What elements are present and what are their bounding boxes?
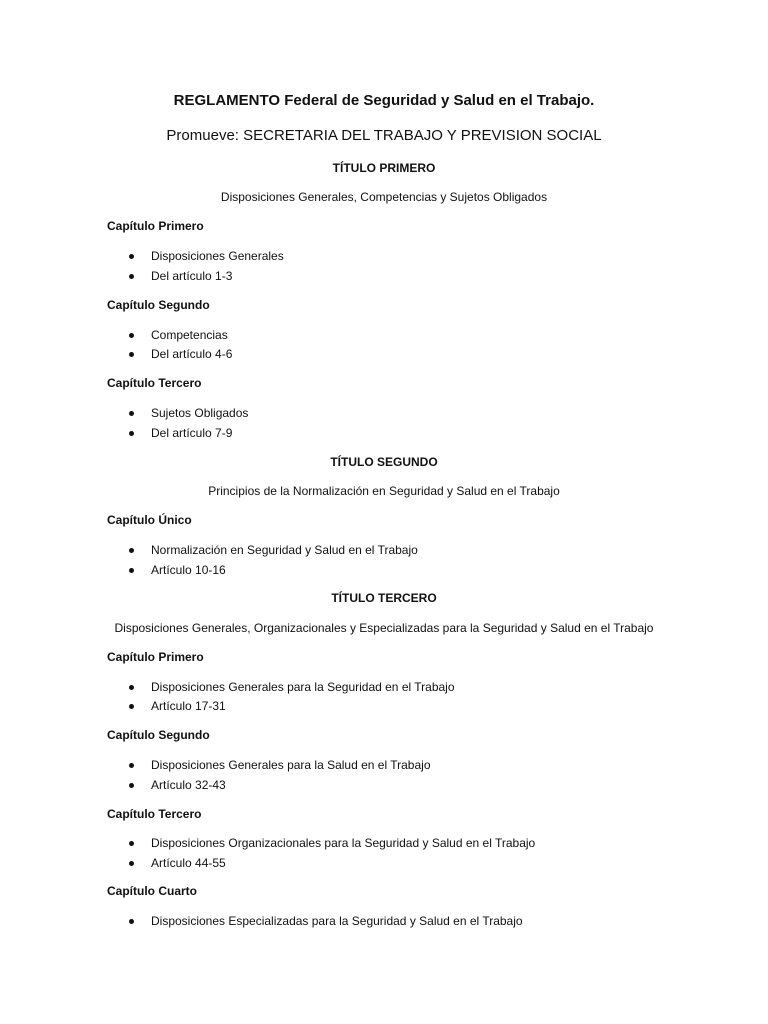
list-item-text: Disposiciones Generales para la Salud en el Trabajo [151, 758, 431, 772]
list-item-text: Sujetos Obligados [151, 406, 249, 420]
list-item-text: Artículo 17-31 [151, 699, 226, 713]
list-item [129, 563, 226, 577]
list-item [129, 914, 523, 928]
bullet-icon [129, 704, 134, 709]
list-item-text: Disposiciones Organizacionales para la Seguridad y Salud en el Trabajo [151, 836, 536, 850]
bullet-icon [129, 861, 134, 866]
list-item [129, 778, 226, 792]
list-item [129, 543, 418, 557]
chapter-heading: Capítulo Tercero [107, 376, 202, 390]
chapter-heading: Capítulo Tercero [107, 807, 202, 821]
list-item [129, 328, 228, 342]
list-item [129, 699, 226, 713]
titulo-heading: TÍTULO PRIMERO [332, 161, 436, 175]
titulo-heading: TÍTULO TERCERO [331, 591, 437, 605]
document-subtitle: Promueve: SECRETARIA DEL TRABAJO Y PREVISION SOCIAL [166, 127, 602, 144]
list-item [129, 836, 535, 850]
bullet-icon [129, 431, 134, 436]
bullet-icon [129, 352, 134, 357]
bullet-icon [129, 919, 134, 924]
titulo-description: Disposiciones Generales, Organizacionales y Especializadas para la Seguridad y Salud en el Trabajo [114, 621, 654, 635]
list-item [129, 347, 232, 361]
bullet-icon [129, 254, 134, 259]
list-item-text: Normalización en Seguridad y Salud en el Trabajo [151, 543, 418, 557]
list-item-text: Del artículo 7-9 [151, 426, 233, 440]
list-item-text: Disposiciones Especializadas para la Seguridad y Salud en el Trabajo [151, 914, 523, 928]
bullet-icon [129, 685, 134, 690]
list-item-text: Artículo 44-55 [151, 856, 226, 870]
list-item [129, 758, 431, 772]
list-item [129, 406, 248, 420]
bullet-icon [129, 411, 134, 416]
list-item-text: Disposiciones Generales para la Seguridad en el Trabajo [151, 680, 455, 694]
bullet-icon [129, 783, 134, 788]
bullet-icon [129, 274, 134, 279]
list-item-text: Competencias [151, 328, 228, 342]
list-item-text: Del artículo 4-6 [151, 347, 233, 361]
list-item [129, 269, 232, 283]
chapter-heading: Capítulo Primero [107, 650, 204, 664]
chapter-heading: Capítulo Segundo [107, 728, 210, 742]
list-item [129, 680, 455, 694]
list-item-text: Disposiciones Generales [151, 249, 284, 263]
bullet-icon [129, 763, 134, 768]
list-item-text: Artículo 10-16 [151, 563, 226, 577]
chapter-heading: Capítulo Primero [107, 219, 204, 233]
document-title: REGLAMENTO Federal de Seguridad y Salud en el Trabajo. [173, 92, 595, 109]
list-item [129, 426, 232, 440]
bullet-icon [129, 841, 134, 846]
bullet-icon [129, 548, 134, 553]
titulo-description: Principios de la Normalización en Seguridad y Salud en el Trabajo [208, 484, 560, 498]
titulo-description: Disposiciones Generales, Competencias y Sujetos Obligados [220, 190, 548, 204]
chapter-heading: Capítulo Único [107, 513, 192, 527]
list-item-text: Artículo 32-43 [151, 778, 226, 792]
list-item [129, 249, 284, 263]
titulo-heading: TÍTULO SEGUNDO [330, 455, 438, 469]
chapter-heading: Capítulo Cuarto [107, 884, 197, 898]
chapter-heading: Capítulo Segundo [107, 298, 210, 312]
bullet-icon [129, 333, 134, 338]
bullet-icon [129, 568, 134, 573]
list-item [129, 856, 226, 870]
list-item-text: Del artículo 1-3 [151, 269, 233, 283]
